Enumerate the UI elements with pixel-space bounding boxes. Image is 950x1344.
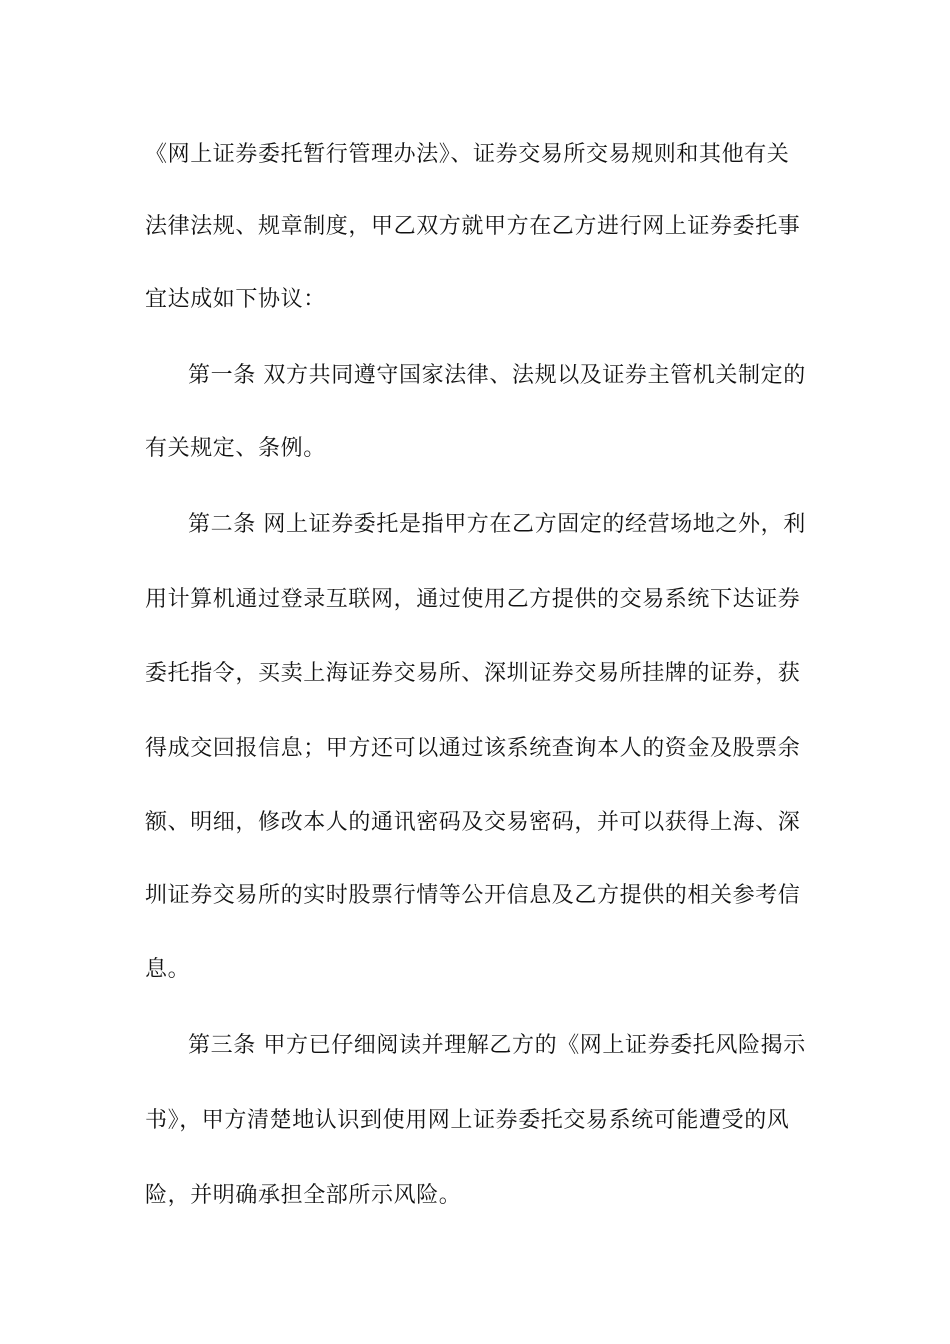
article-2-line: 第二条 网上证券委托是指甲方在乙方固定的经营场地之外，利 <box>188 512 806 537</box>
article-1-line: 第一条 双方共同遵守国家法律、法规以及证券主管机关制定的 <box>188 363 806 388</box>
text-line: 险，并明确承担全部所示风险。 <box>145 1183 462 1208</box>
text-line: 得成交回报信息；甲方还可以通过该系统查询本人的资金及股票余 <box>145 736 801 761</box>
article-3-line: 第三条 甲方已仔细阅读并理解乙方的《网上证券委托风险揭示 <box>188 1033 806 1058</box>
text-line: 法律法规、规章制度，甲乙双方就甲方在乙方进行网上证券委托事 <box>145 214 801 239</box>
text-line: 额、明细，修改本人的通讯密码及交易密码，并可以获得上海、深 <box>145 810 801 835</box>
text-line: 《网上证券委托暂行管理办法》、证券交易所交易规则和其他有关 <box>145 142 790 167</box>
text-line: 委托指令，买卖上海证券交易所、深圳证券交易所挂牌的证券，获 <box>145 661 801 686</box>
text-line: 圳证券交易所的实时股票行情等公开信息及乙方提供的相关参考信 <box>145 883 801 908</box>
text-line: 宜达成如下协议： <box>145 287 326 312</box>
text-line: 书》，甲方清楚地认识到使用网上证券委托交易系统可能遭受的风 <box>145 1108 790 1133</box>
text-line: 息。 <box>145 957 191 982</box>
text-line: 用计算机通过登录互联网，通过使用乙方提供的交易系统下达证券 <box>145 587 801 612</box>
text-line: 有关规定、条例。 <box>145 436 326 461</box>
